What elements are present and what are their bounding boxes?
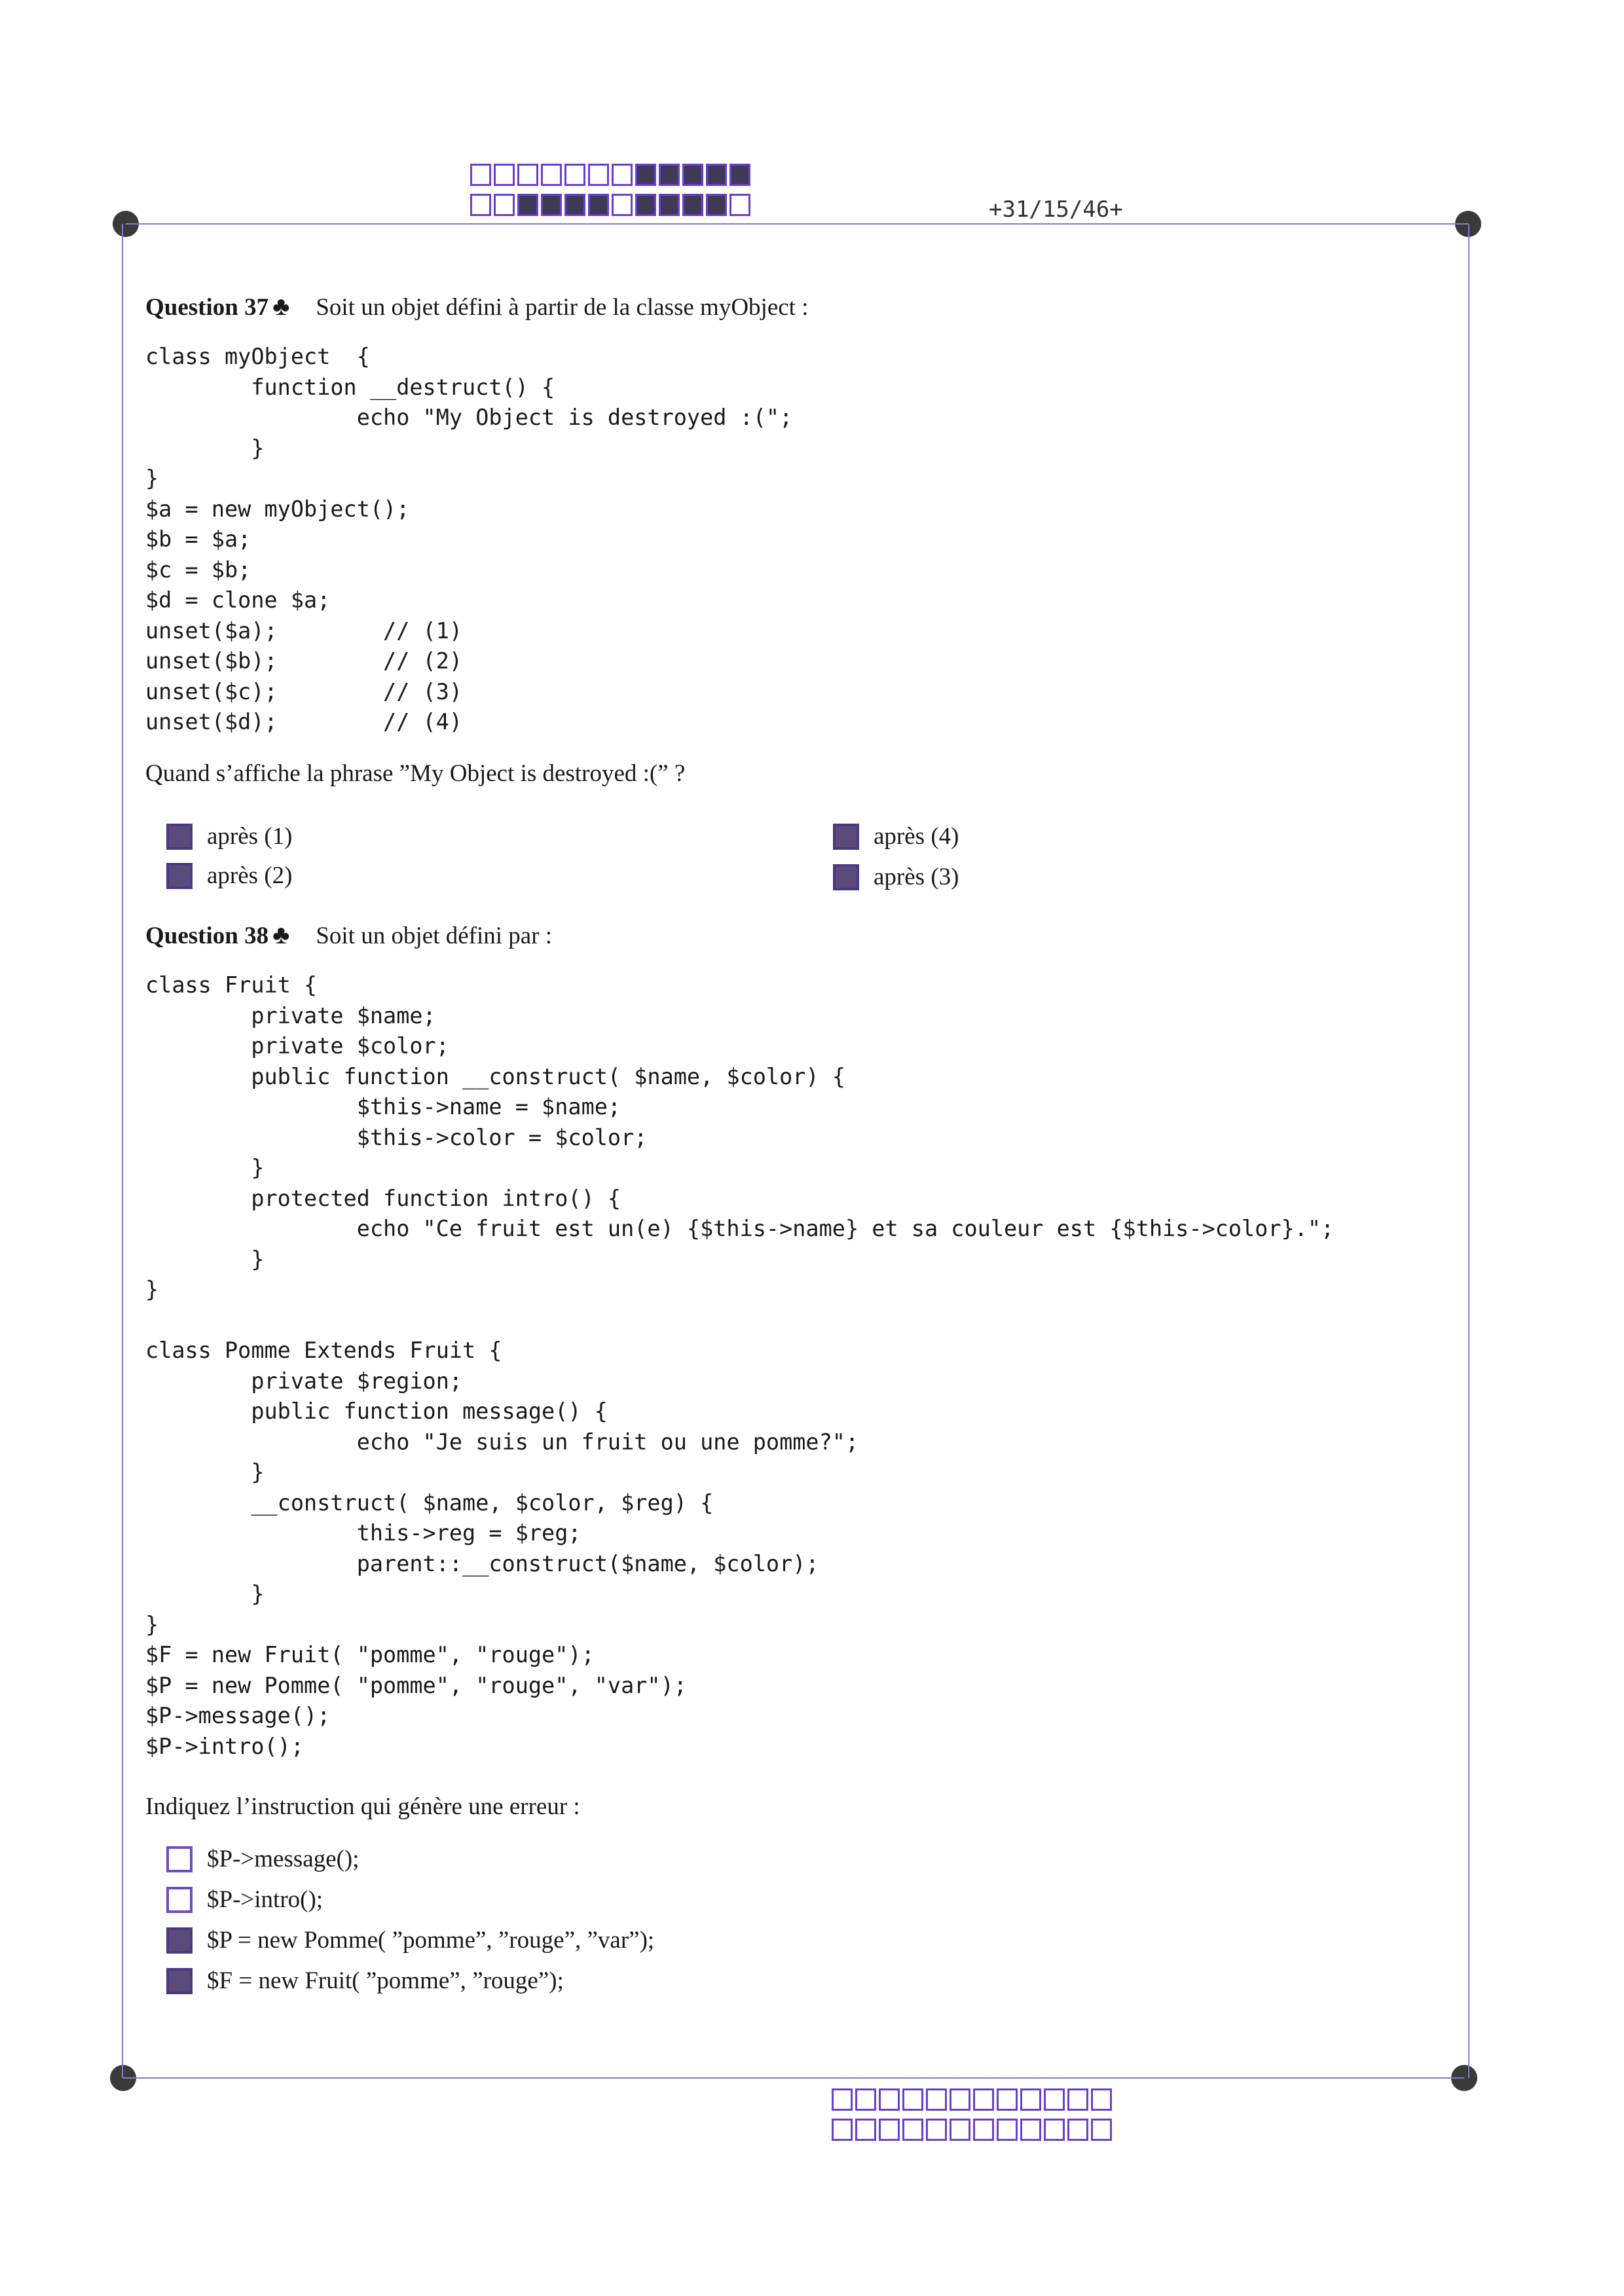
checkbox-checked-icon[interactable] — [166, 1968, 193, 1994]
choice-label: $F = new Fruit( ”pomme”, ”rouge”); — [207, 1967, 564, 1994]
bottom-barcode-row-2 — [832, 2119, 1115, 2145]
question-38-header — [145, 919, 552, 950]
q38-choice-2[interactable] — [166, 1886, 323, 1914]
choice-label: $P = new Pomme( ”pomme”, ”rouge”, ”var”); — [207, 1927, 655, 1954]
checkbox-empty-icon[interactable] — [166, 1846, 193, 1872]
checkbox-checked-icon[interactable] — [833, 864, 859, 890]
q38-choice-3[interactable] — [166, 1926, 654, 1954]
q37-choice-1[interactable] — [166, 822, 292, 850]
choice-label: $P->message(); — [207, 1846, 360, 1872]
question-38-prompt: Indiquez l’instruction qui génère une erreur : — [145, 1793, 580, 1820]
q37-choice-3[interactable] — [833, 822, 959, 850]
checkbox-empty-icon[interactable] — [166, 1887, 193, 1913]
checkbox-checked-icon[interactable] — [166, 863, 193, 889]
frame-top — [126, 223, 1468, 225]
frame-right — [1468, 224, 1469, 2078]
checkbox-checked-icon[interactable] — [833, 824, 859, 850]
question-37-statement: Soit un objet défini à partir de la classe myObject : — [316, 294, 809, 321]
frame-bottom — [123, 2077, 1464, 2079]
club-icon: ♣ — [272, 920, 290, 949]
page-id: +31/15/46+ — [989, 196, 1123, 223]
choice-label: après (2) — [207, 862, 293, 889]
q38-choice-4[interactable] — [166, 1967, 564, 1995]
question-38-code: class Fruit { private $name; private $color; public function __construct( $name, $color) { $this->name = $name; $this->color = $color; } protected function intro() { echo "Ce fruit est un(e) {$this->name} et sa couleur est {$this->color}."; } } class Pomme Extends Fruit { private $region; public function message() { echo "Je suis un fruit ou une pomme?"; } __construct( $name, $color, $reg) { this->reg = $reg; parent::__construct($name, $color); } } $F = new Fruit( "pomme", "rouge"); $P = new Pomme( "pomme", "rouge", "var"); $P->message(); $P->intro(); — [145, 972, 1335, 1759]
checkbox-checked-icon[interactable] — [166, 1927, 193, 1954]
question-38-statement: Soit un objet défini par : — [316, 922, 553, 949]
choice-label: après (4) — [874, 823, 959, 850]
question-37-code: class myObject { function __destruct() { echo "My Object is destroyed :("; } } $a = new myObject(); $b = $a; $c = $b; $d = clone $a; unset($a); // (1) unset($b); // (2) unset($c); // (3) unset($d); // (4) — [145, 344, 793, 735]
choice-label: après (3) — [874, 864, 959, 890]
club-icon: ♣ — [272, 291, 290, 321]
question-37-prompt: Quand s’affiche la phrase ”My Object is destroyed :(” ? — [145, 760, 686, 787]
question-37-header — [145, 291, 808, 321]
q37-choice-4[interactable] — [833, 863, 959, 891]
choice-label: après (1) — [207, 823, 293, 850]
checkbox-checked-icon[interactable] — [166, 824, 193, 850]
question-38-label: Question 38 — [145, 922, 269, 949]
q38-choice-1[interactable] — [166, 1845, 360, 1873]
question-37-label: Question 37 — [145, 294, 269, 321]
top-barcode-row-2 — [470, 194, 753, 220]
frame-left — [122, 224, 123, 2078]
q37-choice-2[interactable] — [166, 862, 292, 890]
top-barcode-row-1 — [470, 164, 753, 190]
choice-label: $P->intro(); — [207, 1886, 323, 1913]
bottom-barcode-row-1 — [832, 2088, 1115, 2115]
